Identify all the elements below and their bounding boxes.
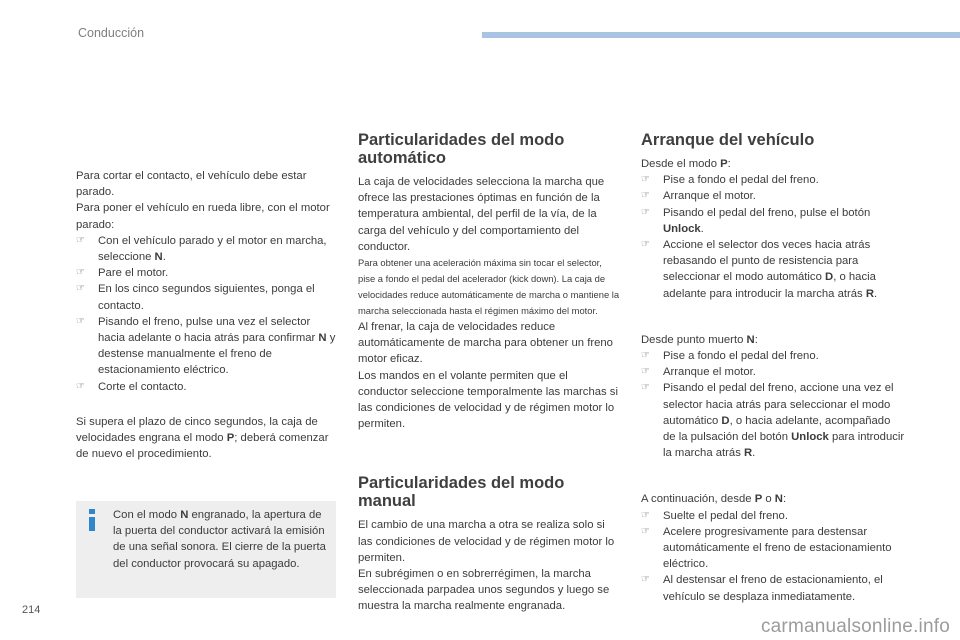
- info-text: Con el modo N engranado, la apertura de la puerta del conductor activará la emisión de una señal sonora. El cierre de la puerta del conductor provocará su apagado.: [113, 509, 326, 570]
- column-middle: [358, 131, 620, 615]
- list-item: ☞ Acelere progresivamente para destensar automáticamente el freno de estacionamiento eléctrico.: [641, 524, 906, 573]
- neutral-steps-list: [76, 233, 338, 395]
- from-n-steps: [641, 348, 906, 461]
- header-accent-bar: [482, 32, 960, 38]
- auto-paragraph-1: La caja de velocidades selecciona la marcha que ofrece las prestaciones óptimas en función de la temperatura ambiental, del perfil de la vía, de la carga del vehículo y del comportamiento del conductor.: [358, 176, 605, 253]
- list-item: ☞ Arranque el motor.: [641, 188, 906, 204]
- then-steps: [641, 508, 906, 605]
- info-icon: [85, 509, 99, 531]
- from-n-intro: Desde punto muerto N:: [641, 333, 758, 346]
- list-item: ☞ Arranque el motor.: [641, 364, 906, 380]
- auto-mode-title: Particularidades del modo automático: [358, 131, 565, 167]
- list-item: ☞ Corte el contacto.: [76, 379, 338, 395]
- column-right: [641, 131, 906, 605]
- from-p-intro: Desde el modo P:: [641, 158, 731, 170]
- manual-paragraph-1: El cambio de una marcha a otra se realiza solo si las condiciones de velocidad y de régimen motor lo permiten.: [358, 519, 615, 564]
- list-item: ☞ Suelte el pedal del freno.: [641, 508, 906, 524]
- manual-paragraph-2: En subrégimen o en sobrerrégimen, la marcha seleccionada parpadea unos segundos y luego se muestra la marcha realmente engranada.: [358, 568, 610, 613]
- watermark: carmanualsonline.info: [760, 616, 950, 637]
- section-title: Conducción: [78, 26, 145, 40]
- from-p-steps: [641, 172, 906, 302]
- intro-line-1: Para cortar el contacto, el vehículo debe estar parado.: [76, 170, 307, 199]
- column-left: [76, 168, 338, 462]
- intro-line-2: Para poner el vehículo en rueda libre, con el motor parado:: [76, 202, 330, 231]
- timeout-note: Si supera el plazo de cinco segundos, la caja de velocidades engrana el modo P; deberá comenzar de nuevo el procedimiento.: [76, 415, 329, 461]
- list-item: ☞ Pise a fondo el pedal del freno.: [641, 172, 906, 188]
- auto-paragraph-3: Los mandos en el volante permiten que el conductor seleccione temporalmente las marchas si las condiciones de velocidad y de régimen motor lo permiten.: [358, 369, 618, 431]
- list-item: ☞ Accione el selector dos veces hacia atrás rebasando el punto de resistencia para seleccionar el modo automático D, o hacia adelante para introducir la marcha atrás R.: [641, 237, 906, 302]
- manual-mode-title: Particularidades del modo manual: [358, 474, 565, 511]
- list-item: ☞ Pisando el pedal del freno, pulse el botón Unlock.: [641, 205, 906, 237]
- list-item: ☞ Al destensar el freno de estacionamiento, el vehículo se desplaza inmediatamente.: [641, 572, 906, 604]
- start-vehicle-title: Arranque del vehículo: [641, 131, 815, 149]
- kickdown-note: Para obtener una aceleración máxima sin tocar el selector, pise a fondo el pedal del acelerador (kick down). La caja de velocidades reduce automáticamente de marcha o mantiene la marcha seleccionada hasta el régimen máximo del motor.: [358, 257, 620, 317]
- list-item: ☞ Pise a fondo el pedal del freno.: [641, 348, 906, 364]
- list-item: ☞ En los cinco segundos siguientes, ponga el contacto.: [76, 281, 338, 313]
- auto-paragraph-2: Al frenar, la caja de velocidades reduce automáticamente de marcha para obtener un freno motor eficaz.: [358, 321, 613, 366]
- info-box: [76, 501, 336, 598]
- then-intro: A continuación, desde P o N:: [641, 493, 787, 506]
- list-item: ☞ Pare el motor.: [76, 265, 338, 281]
- page-number: 214: [22, 604, 41, 616]
- list-item: ☞ Pisando el pedal del freno, accione una vez el selector hacia atrás para seleccionar el modo automático D, o hacia adelante, acompañado de la pulsación del botón Unlock para introducir la marcha atrás R.: [641, 380, 906, 461]
- list-item: ☞ Pisando el freno, pulse una vez el selector hacia adelante o hacia atrás para confirmar N y destense manualmente el freno de estacionamiento eléctrico.: [76, 314, 338, 379]
- list-item: ☞ Con el vehículo parado y el motor en marcha, seleccione N.: [76, 233, 338, 265]
